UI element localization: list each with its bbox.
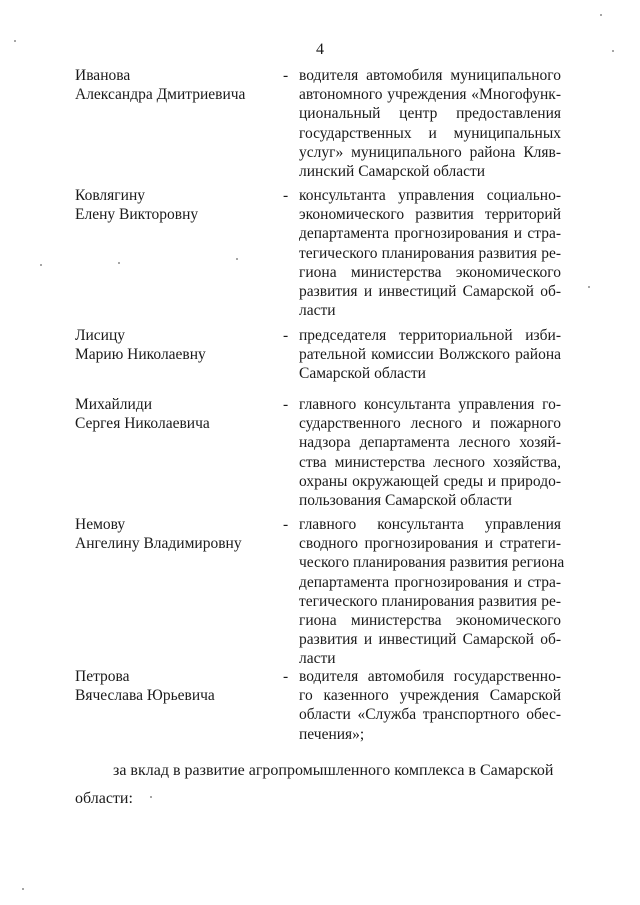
- dash-separator: -: [283, 516, 289, 533]
- scan-speck: [612, 50, 614, 52]
- person-position: водителя автомобиля государственно- го казенного учреждения Самарской области «Служба транспортного обес- печения»;: [299, 668, 561, 743]
- person-name: Михайлиди Сергея Николаевича: [75, 396, 210, 433]
- person-name: Петрова Вячеслава Юрьевича: [75, 668, 215, 705]
- page-number: 4: [316, 41, 324, 58]
- dash-separator: -: [283, 67, 289, 84]
- scan-speck: [118, 262, 120, 264]
- person-name: Немову Ангелину Владимировну: [75, 516, 242, 553]
- person-position: водителя автомобиля муниципального автономного учреждения «Многофунк- циональный центр предоставления государственных и муниципальных услуг» муниципального района Кляв- линский Самарской области: [299, 67, 561, 180]
- scan-speck: [40, 264, 42, 266]
- dash-separator: -: [283, 187, 289, 204]
- scan-speck: [150, 796, 152, 798]
- person-position: главного консультанта управления сводного прогнозирования и стратеги- ческого планирования развития региона департамента прогнозирования и стра- тегического планирования развития ре- гиона министерства экономического развития и инвестиций Самарской об- ласти: [299, 516, 565, 668]
- person-position: председателя территориальной изби- рательной комиссии Волжского района Самарской области: [299, 327, 561, 383]
- person-name: Ковлягину Елену Викторовну: [75, 187, 199, 224]
- scan-speck: [236, 258, 238, 260]
- scan-speck: [22, 888, 24, 890]
- person-position: консультанта управления социально- экономического развития территорий департамента прогнозирования и стра- тегического планирования развития ре- гиона министерства экономического развития и инвестиций Самарской об- ласти: [299, 187, 561, 320]
- dash-separator: -: [283, 668, 289, 685]
- person-name: Иванова Александра Дмитриевича: [75, 67, 246, 104]
- scan-speck: [14, 40, 16, 42]
- scan-speck: [588, 286, 590, 288]
- person-position: главного консультанта управления го- сударственного лесного и пожарного надзора департамента лесного хозяй- ства министерства лесного хозяйства, охраны окружающей среды и природо- пользования Самарской области: [299, 396, 561, 509]
- scan-speck: [600, 14, 602, 16]
- closing-paragraph: за вклад в развитие агропромышленного комплекса в Самарской области:: [75, 762, 554, 807]
- person-name: Лисицу Марию Николаевну: [75, 327, 206, 364]
- dash-separator: -: [283, 327, 289, 344]
- dash-separator: -: [283, 396, 289, 413]
